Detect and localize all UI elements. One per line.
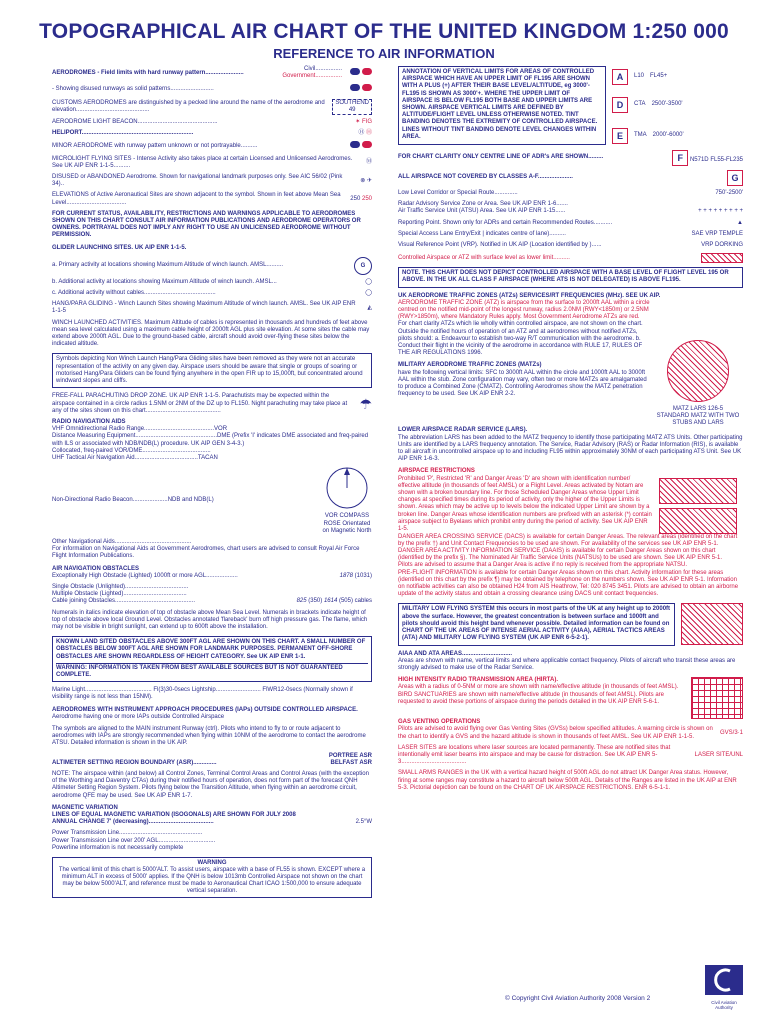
elev-blue: 250 [350,196,361,203]
civil-gov-labels [282,66,342,80]
heliport-text: HELIPORT................................................................... [52,130,194,137]
obs-high-row [52,573,372,580]
annotation-box: ANNOTATION OF VERTICAL LIMITS FOR AREAS OF CONTROLLED AIRSPACE WHICH HAVE AN UPPER LIMIT OF FL195 ARE SHOWN WITH A PLUS (+) AFTER THEIR BASE LEVEL/ALTITUDE, eg 3000'-FL195 IS SHOWN AS 3000'+. WHERE THE UPPER LIMIT OF AIRSPACE IS BELOW FL195 BOTH BASE AND UPPER LIMITS ARE SHOWN. AIRSPACE VERTICAL LIMITS ARE DEFINED BY ALTITUDE/FLIGHT LEVEL UNLESS OTHERWISE NOTED. TINT BANDING DENOTES THE EXTREMITY OF CONTROLLED AIRSPACE. LINES WITHOUT TINT BANDING DENOTE LEVEL CHANGES WITHIN AREA. [398,66,606,145]
tacan-text: UHF Tactical Air Navigation Aid......................................TACAN [52,454,218,461]
laser-label: LASER SITE/UNL [694,751,743,758]
beacon-star-icon: ✶ FIG [355,119,372,126]
known-obstacles-text: KNOWN LAND SITED OBSTACLES ABOVE 300FT AGL ARE SHOWN ON THIS CHART. A SMALL NUMBER OF OBSTACLES BELOW 300FT AGL ARE SHOWN FOR LANDMARK PURPOSES. PERMANENT OFF-SHORE OBSTACLES ARE SHOWN REGARDLESS OF HEIGHT CATEGORY. See UK AIP ENR 1-1. [56,639,366,660]
obs-505: (505) [338,598,353,605]
glider-a-text: a. Primary activity at locations showing Maximum Altitude of winch launch. AMSL.......... [52,262,284,269]
hirta-row [398,677,743,719]
compass-label: VOR COMPASS ROSE Orientated on Magnetic North [322,513,372,534]
iap-sub: Aerodrome having one or more IAPs outside Controlled Airspace [52,713,225,720]
iap-text: The symbols are aligned to the MAIN instrument Runway (ctrl). Pilots who intend to fly to or route adjacent to aerodromes with IAPs are strongly recommended when flying within 10NM of the aerodrome to contact the aerodrome ATSU. Detailed information is shown in the UK AIP. [52,726,366,747]
military-row [398,603,743,650]
warning-title: WARNING [197,860,227,867]
known-warning: WARNING: INFORMATION IS TAKEN FROM BEST AVAILABLE SOURCES BUT IS NOT GUARANTEED COMPLETE. [56,663,368,679]
solid-runway-icon [348,84,372,94]
beacon-label: FIG [362,119,372,126]
page-subtitle: REFERENCE TO AIR INFORMATION [273,46,495,61]
vrp-text: Visual Reference Point (VRP). Notified in UK AIP (Location identified by )...... [398,242,602,249]
parachute-row [52,393,372,415]
hang-text: HANG/PARA GLIDING - Winch Launch Sites showing Maximum Altitude of winch launch. AMSL. See UK AIP ENR 1-1-5 [52,301,356,315]
small-arms-text: SMALL ARMS RANGES in the UK with a vertical hazard height of 500ft AGL do not attract UK Danger Area status. However, firing at some ranges may constitute a hazard to aircraft below 500ft AGL. Details of the Ranges are listed in the UK AIP at ENR 5-3. Pictorial depiction can be found on the CHART OF UK AIRSPACE RESTRICTIONS. ENR 6-5-1-1. [398,770,737,791]
reporting-row [398,220,743,227]
gas-text: Pilots are advised to avoid flying over Gas Venting Sites (GVSs) below specified altitudes. A warning circle is shown on the chart to identify a GVS and the hazard altitude is shown in thousands of feet AMSL. See UK AIP ENR 1-1-5. [398,726,713,740]
obs-1614: 1614 [323,598,338,605]
warning-box [52,857,372,898]
minor-row [52,141,372,151]
low-level-limits: 750'-2500' [715,190,743,196]
matz-text: have the following vertical limits: SFC to 3000ft AAL within the circle and 1000ft AAL to 3000ft AAL within the stub. Zone configuration may vary, often two or more MATZs are amalgamated to produce a Combined Zone (CMATZ). Controlling Aerodromes show the MATZ penetration frequency to be used. See UK AIP ENR 2-2. [398,369,647,398]
hirta-swatch [691,677,743,719]
matz-heading: MILITARY AERODROME TRAFFIC ZONES (MATZs) [398,362,542,369]
hang-glider-icon: ◭ [367,304,372,311]
atz-text: AERODROME TRAFFIC ZONE (ATZ) is airspace from the surface to 2000ft AAL within a circle centred on the notified mid-point of the longest runway, radius 2.0NM (RWY<1850m) or 2.5NM (RWY>1850m), where Mandatory Rules apply. Most Government Aerodrome ATZs are red. [398,299,650,321]
matz-label: STANDARD MATZ WITH TWO STUBS AND LARS [656,413,740,427]
hirta-text: Areas with a radius of 0-5NM or more are shown with name/effective altitude (in thousands of feet AMSL). [398,684,679,691]
microlight-text: MICROLIGHT FLYING SITES - Intense Activity also takes place at certain Licensed and Unlicensed Aerodromes. See UK AIP ENR 1-1-5.......... [52,155,353,169]
asr-text: ALTIMETER SETTING REGION BOUNDARY (ASR).............. [52,759,217,766]
hirta-heading: HIGH INTENSITY RADIO TRANSMISSION AREA (HIRTA). [398,677,559,684]
obs-cable-row [52,598,372,605]
caa-logo-icon [705,965,743,1010]
radar-adv-text: Radar Advisory Service Zone or Area. See UK AIP ENR 1-6....... [398,201,568,208]
atz-clarity: For chart clarity ATZs which lie wholly within controlled airspace, are not shown on the chart. Outside the notified hours of operation of an ATZ and at aerodromes without notified ATZs, pilots should: a. Endeavour to establish two-way R/T communication with the aerodrome. b. Conduct their flight in the vicinity of the aerodrome in accordance with RULE 17, RULES OF THE AIR REGULATIONS 1996. [398,321,643,357]
not-covered-row [398,170,743,186]
customs-text: CUSTOMS AERODROMES are distinguished by a pecked line around the name of the aerodrome and elevation............................................ [52,99,325,113]
restrictions-text: Prohibited 'P', Restricted 'R' and Danger Areas 'D' are shown with identification number/ effective altitude (in thousands of feet AMSL) or a Flight Level. Areas activated by Notam are shown with a broken boundary line. For those Scheduled Danger Areas whose Upper Limit changes at specified times during its period of activity, only the higher of the Upper Limits is shown. Areas which may be active up to levels below the indicated Upper Limit are shown by a broken line. Danger Areas whose identification numbers are prefixed with an asterisk (*) contain airspace subject to Byelaws which prohibit entry during the period of activity. See UK AIP ENR 1-5. [398,475,652,533]
southend-elevation: 49 [348,106,356,113]
elevations-row [52,192,372,206]
fl45-label: FL45+ [650,73,668,80]
sae-label: SAE VRP TEMPLE [691,230,743,237]
adr-row [398,150,743,166]
aerodromes-row [52,66,372,80]
restrictions-block [398,476,743,534]
annual-text: ANNUAL CHANGE 7' (decreasing)....................................... [52,819,214,826]
page-title: TOPOGRAPHICAL AIR CHART OF THE UNITED KINGDOM 1:250 000 [39,20,729,43]
glider-b-icon: ◯ [365,278,372,285]
parachute-icon: ☂ [359,395,372,412]
not-covered-text: ALL AIRSPACE NOT COVERED BY CLASSES A-F..................... [398,174,573,181]
fl55-label: FL55-FL235 [710,157,743,163]
matz-inner-label: MATZ LARS 126-5 [672,405,724,412]
atsu-line-icon: + + + + + + + + + [698,208,743,215]
l10-label: L10 [634,73,645,80]
magvar-heading: MAGNETIC VARIATION [52,804,118,811]
customs-row [52,99,372,115]
aiaa-swatch [681,603,743,645]
special-access-text: Special Access Lane Entry/Exit | indicates centre of lane).......... [398,230,566,237]
numerals-text: Numerals in italics indicate elevation of top of obstacle above Mean Sea Level. Numerals in brackets indicate height of top of obstacle above local Ground Level. Obstacles annotated 'flareback' burn off high pressure gas. The flame, which may not be visible in bright sunlight, can extend up to 600ft above the installation. [52,609,368,630]
power3-text: Powerline information is not necessarily complete [52,844,184,851]
hang-row [52,301,372,315]
atsu-text: Air Traffic Service Unit (ATSU) Area. See UK AIP ENR 1-15...... [398,208,566,215]
disused-text: DISUSED or ABANDONED Aerodrome. Shown for navigational landmark purposes only. See AIC 56/02 (Pink 34).. [52,174,343,188]
dacs-text: DANGER AREA CROSSING SERVICE (DACS) is available for certain Danger Areas. The relevant areas (identified on the chart by the prefix †) and Unit Contact Frequencies to be used are shown. For availability of the services see UK AIP ENR 5-1. [398,533,738,547]
elevations-text: ELEVATIONS of Active Aeronautical Sites are shown adjacent to the symbol. Shown in feet above Mean Sea Level.................................... [52,192,341,206]
reporting-icon: ▲ [737,219,743,226]
atz-block [398,300,743,428]
adr-text: FOR CHART CLARITY ONLY CENTRE LINE OF ADR's ARE SHOWN......... [398,154,604,161]
class-g-icon: G [727,170,743,186]
obs-values [297,598,372,605]
marine-text: Marine Light........................................ Fl(3)30-0secs Lightship........................... FlWR12-0secs (Normally shown if visibility range is not less than 15NM). [52,687,353,701]
caa-logo-text: Civil Aviation Authority [711,1000,737,1010]
class-a-icon: A [612,69,628,85]
ndb-row [52,466,372,535]
annual-row [52,819,372,826]
vrp-row [398,242,743,249]
warning-text: The vertical limit of this chart is 5000'ALT. To assist users, airspace with a base of FL55 is shown. EXCEPT where a minimum ALT in excess of 5000' applies. If the QNH is below 1013mb Controlled Airspace not shown on the chart may be below 5000'ALT, and reference must be made to Aeronautical Chart ICAO 1:500,000 to ensure adequate vertical separation. [58,867,366,895]
copyright: © Copyright Civil Aviation Authority 2008 Version 2 [505,995,651,1002]
aiaa-heading: AIAA AND ATA AREAS.............................. [398,650,513,657]
obs-350: (350) [308,598,323,605]
isogonal-label: 2.5°W [355,819,372,826]
obs-cable-text: Cable joining Obstacles................................................ [52,598,196,605]
military-box: MILITARY LOW FLYING SYSTEM this occurs in most parts of the UK at any height up to 2000ft above the surface. However, the greatest concentration is between surface and 1000ft and pilots should avoid this height band whenever possible. Detailed information can be found on CHART OF THE UK AREAS OF INTENSE AERIAL ACTIVITY (AIAA), AERIAL TACTICS AREAS (ATA) AND MILITARY LOW FLYING SYSTEM (UK AIP ENR 6-5-2-1). [398,603,675,645]
glider-heading: GLIDER LAUNCHING SITES. UK AIP ENR 1-1-5. [52,244,187,251]
southend-name: SOUTHEND [335,99,369,106]
obs-high-text: Exceptionally High Obstacle (Lighted) 1000ft or more AGL................... [52,572,238,579]
restrictions-heading: AIRSPACE RESTRICTIONS [398,468,475,475]
laser-row [398,745,743,767]
aerodromes-text: AERODROMES - Field limits with hard runway pattern....................... [52,69,244,76]
header [0,20,768,61]
controlled-atz-text: Controlled Airspace or ATZ with surface level as lower limit.......... [398,254,570,261]
cta-limits: 2500'-3500' [651,101,683,108]
tma-label: TMA [634,132,647,139]
beacon-row [52,119,372,126]
government-label: Government................ [282,73,342,80]
laser-text: LASER SITES are locations where laser sources are located permanently. These are notified sites that intentionally emit laser beams into airspace and may be cause for distraction. See UK AIP ENR 5-3....................................... [398,744,671,766]
atsu-row [398,208,743,215]
vordme-text: Collocated, freq-paired VOR/DME......................................... [52,447,211,454]
left-column [52,66,372,898]
heliport-icon: Ⓗ Ⓗ [358,130,372,137]
reporting-text: Reporting Point. Shown only for ADRs and certain Recommended Routes........... [398,219,613,226]
beacon-text: AERODROME LIGHT BEACON................................................ [52,119,218,126]
winch-box: Symbols depicting Non Winch Launch Hang/Para Gliding sites have been removed as they were not an accurate representation of the activity on any given day. Airspace users should be aware that single or groups of soaring or motorised Hang/Para Gliders can be found flying anywhere in the open FIR up to 15,000ft, but concentrated around windward slopes and cliffs. [52,353,372,388]
known-obstacles-box [52,636,372,682]
civil-label: Civil................ [303,66,342,72]
disused-runways-row [52,84,372,94]
preflight-text: PRE-FLIGHT INFORMATION is available for certain Danger Areas shown on this chart. Activity information for these areas (identified on this chart by the prefix ¶) may be obtained by telephone on the numbers shown. See UK AIP ENR 5-1. Information on notifiable activities can also be obtained H24 from AIS Heathrow, Tel: 020 8745 3451. Pilots are advised to obtain an airborne update of the activity status and obtain a crossing clearance using DACS unit contact frequencies. [398,569,739,598]
obs-high-agl: (1031) [354,572,372,579]
class-d-icon: D [612,97,628,113]
asr-row [52,760,372,767]
low-level-row [398,190,743,197]
aerodrome-icon [348,68,372,78]
right-column [398,66,743,792]
matz-diagram [653,300,743,428]
compass-rose-icon [322,466,372,535]
class-f-icon: F [672,150,688,166]
controlled-atz-row [398,253,743,263]
obs-multiple-text: Multiple Obstacle (Lighted)...................................... [52,591,187,598]
power1-text: Power Transmission Line.................................................. [52,830,203,837]
obs-825: 825 [296,598,307,605]
cables-label: cables [354,598,372,605]
elevation-values [350,196,372,203]
govt-info-text: For information on Navigational Aids at Government Aerodromes, chart users are advised to consult Royal Air Force Flight Information Publications. [52,546,360,560]
glider-b-row [52,279,372,286]
heliport-row [52,130,372,137]
obs-single-text: Single Obstacle (Unlighted)...................................... [52,583,189,590]
n571d-label: N571D [689,157,709,163]
current-status: FOR CURRENT STATUS, AVAILABILITY, RESTRICTIONS AND WARNINGS APPLICABLE TO AERODROMES SHOWN ON THIS CHART CONSULT AIR INFORMATION PUBLICATIONS AND AERODROME OPERATORS OR OWNERS. PORTRAYAL DOES NOT IMPLY ANY RIGHT TO USE AN UNLICENSED AERODROME WITHOUT PERMISSION. [52,210,361,239]
disused-row [52,174,372,188]
disused-icon: ⊗ ✈ [360,177,372,184]
assume-text: Pilots are advised to assume that a Danger Area is active if no reply is received from the appropriate NATSU. [398,562,688,569]
low-level-text: Low Level Corridor or Special Route.............. [398,190,518,196]
other-nav-text: Other Navigational Aids.............................................. [52,538,192,545]
ndb-text: Non-Directional Radio Beacon.....................NDB and NDB(L) [52,496,214,503]
restriction-swatches [653,476,743,534]
dme-text: Distance Measuring Equipment.................................................DME (Prefix 'I' indicates DME associated and freq-paired with ILS or associated with NDB/NDB(L) procedure. UK AIP GEN 3-4-3.) [52,433,369,447]
microlight-row [52,156,372,170]
glider-b-text: b. Additional activity at locations showing Maximum Altitude of winch launch. AMSL... [52,278,277,285]
note-box: NOTE. THIS CHART DOES NOT DEPICT CONTROLLED AIRSPACE WITH A BASE LEVEL OF FLIGHT LEVEL 195 OR ABOVE. IN THE UK ALL CLASS F AIRSPACE (WHERE ATS IS NOT DELEGATED) IS ABOVE FL195. [398,267,743,287]
glider-a-row [52,257,372,275]
glider-c-row [52,290,372,297]
bird-text: BIRD SANCTUARIES are shown with name/effective altitude (in thousands of feet AMSL). Pilots are requested to avoid these portions of airspace during the periods detailed in the UK AIP ENR 5-6-1. [398,691,665,705]
aiaa-text: Areas are shown with name, vertical limits and where applicable contact frequency. Pilots of aircraft who transit these areas are strongly advised to make use of the Radar Service. [398,657,736,671]
cta-label: CTA [634,101,646,108]
tma-limits: 2000'-6000' [652,132,684,139]
atz-heading: UK AERODROME TRAFFIC ZONES (ATZs) SERVICES/RT FREQUENCIES (MHz). SEE UK AIP. [398,292,661,299]
power2-text: Power Transmission Line over 200' AGL.................................. [52,837,216,844]
glider-c-icon: ◯ [365,290,372,297]
special-access-row [398,231,743,238]
radio-heading: RADIO NAVIGATION AIDS [52,418,126,425]
elev-red: 250 [361,196,372,203]
obs-high-msl: 1878 [339,572,353,579]
obs-high-values [340,573,372,580]
microlight-icon: Ⓜ [365,159,372,166]
disused-runways-text: - Showing disused runways as solid patterns.......................... [52,85,214,92]
class-legend [612,66,743,150]
portree-label: PORTREE ASR [328,752,372,759]
winch-text: WINCH LAUNCHED ACTIVITIES. Maximum Altitude of cables is represented in thousands and hundreds of feet above mean sea level calculated using a maximum cable height of 2000ft AGL plus site elevation. At some sites the cable may extend above 2000ft AGL. Due to the ground-based cable, aircraft should avoid over-flying these sites below the indicated altitude. [52,319,370,348]
belfast-label: BELFAST ASR [330,759,372,766]
asr-note: NOTE: The airspace within (and below) all Control Zones, Terminal Control Areas and Control Areas (with the exception of the Worthing and Daventry CTAs) during their notified hours of operation, does not form part of the forecast QNH Altimeter Setting Region System. Pilots flying below the Transition Altitude, when flying within an aerodrome circuit, aerodrome QFE may be used. See UK AIP ENR 1-7. [52,771,369,799]
annotation-row [398,66,743,150]
southend-label [332,99,372,115]
obstacles-heading: AIR NAVIGATION OBSTACLES [52,565,139,572]
vrp-label: VRP DORKING [701,242,743,249]
vor-text: VHF Omnidirectional Radio Range..........................................VOR [52,426,228,433]
glider-circle-icon: G [354,257,372,275]
controlled-atz-icon [701,253,743,263]
class-f-group [672,150,743,166]
glider-c-text: c. Additional activity without cables........................................... [52,290,216,297]
class-e-icon: E [612,128,628,144]
minor-text: MINOR AERODROME with runway pattern unknown or not portrayable.......... [52,142,258,149]
lars-heading: LOWER AIRSPACE RADAR SERVICE (LARS). [398,427,528,434]
parachute-text: FREE-FALL PARACHUTING DROP ZONE. UK AIP ENR 1-1-5. Parachutists may be expected within the airspace contained in a circle radius 1.5NM or 2NM of the DZ up to FL150. Night parachuting may take place at any of the sites shown on this chart............................................. [52,393,348,414]
minor-aerodrome-icon [348,141,372,151]
lars-text: The abbreviation LARS has been added to the MATZ frequency to identify those participating MATZ ATS Units. Other participating Units are identified by a LARS frequency annotation. The Service, Radar Advisory (RAS) or Radar Information (RIS), is available to all aircraft in uncontrolled airspace up to and including FL95 within approximately 30NM of each participating ATS Unit. See UK AIP ENR 1-6-3. [398,434,743,463]
daais-text: DANGER AREA ACTIVITY INFORMATION SERVICE (DAAIS) is available for certain Danger Areas shown on this chart (identified by the prefix §). The Nominated Air Traffic Service Units (NATSUs) to be used are shown. See UK AIP ENR 5-1. [398,548,723,562]
gas-row [398,726,743,740]
gvs-label: GVS/3·1 [719,729,743,736]
iap-heading: AERODROMES WITH INSTRUMENT APPROACH PROCEDURES (IAPs) OUTSIDE CONTROLLED AIRSPACE. [52,706,358,713]
gas-heading: GAS VENTING OPERATIONS [398,719,481,726]
isogonals-text: LINES OF EQUAL MAGNETIC VARIATION (ISOGONALS) ARE SHOWN FOR JULY 2008 [52,812,296,819]
